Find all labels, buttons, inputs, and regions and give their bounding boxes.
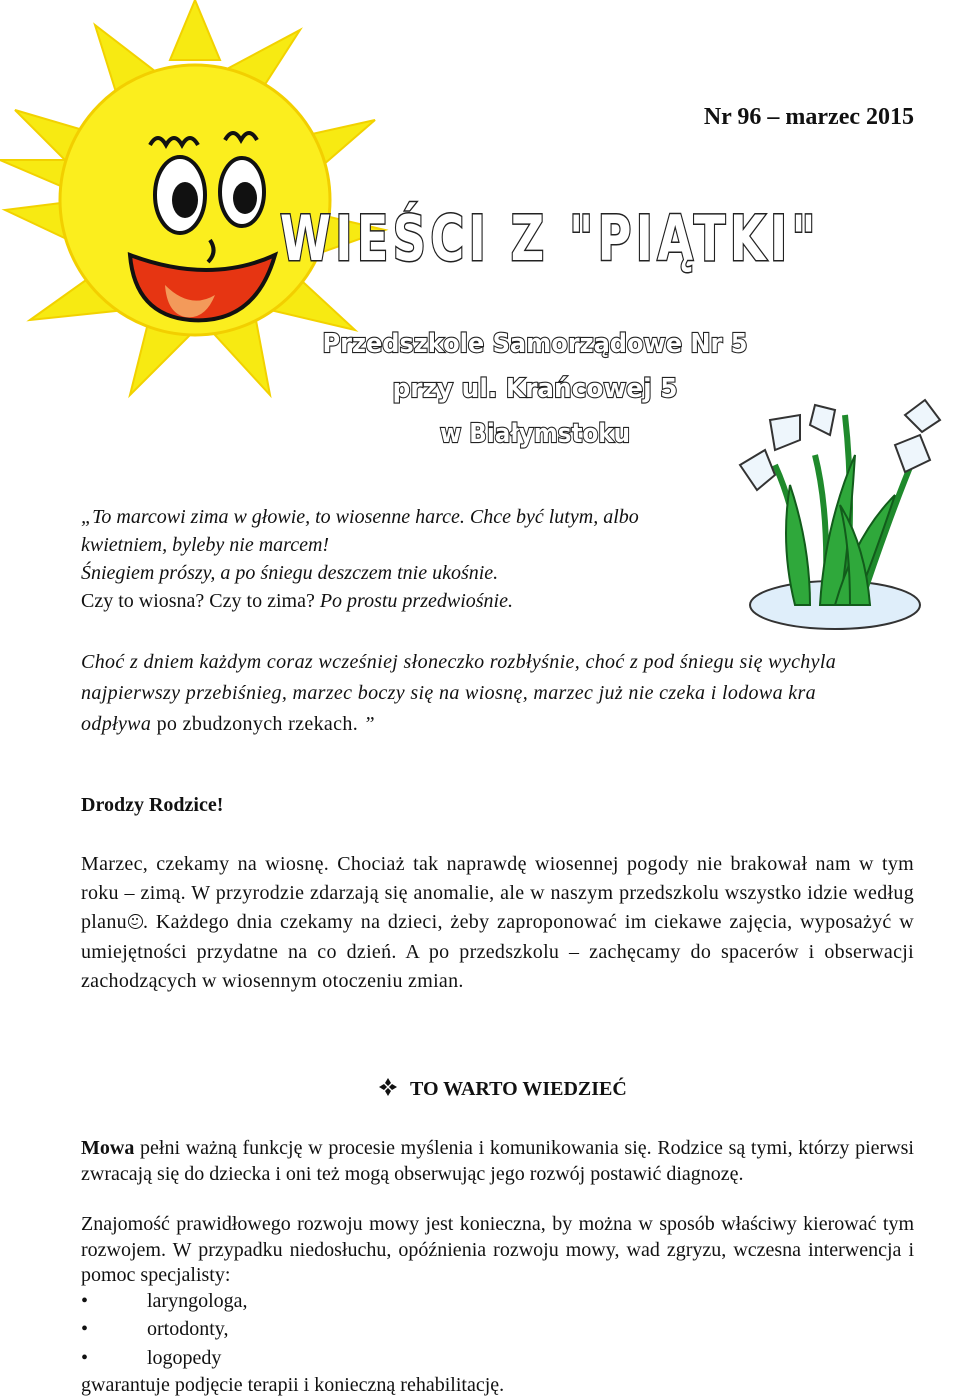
svg-text:w Białymstoku: w Białymstoku [440, 419, 630, 449]
speech-keyword: Mowa [81, 1137, 135, 1159]
quote-line: Śniegiem prószy, a po śniegu deszczem tnie ukośnie. [81, 562, 499, 584]
quote-line-upright: Czy to wiosna? Czy to zima? [81, 590, 315, 612]
quote-line-italic: Po prostu przedwiośnie. [314, 590, 513, 612]
newsletter-title [250, 190, 850, 280]
issue-number: Nr 96 – marzec 2015 [703, 104, 914, 130]
quote-line: kwietniem, byleby nie marcem! [81, 534, 330, 556]
closing-line: gwarantuje podjęcie terapii i konieczną rehabilitację. [81, 1374, 505, 1396]
specialist-list [81, 1290, 581, 1375]
quote-line [81, 587, 721, 615]
section-title: TO WARTO WIEDZIEĆ [410, 1078, 627, 1100]
svg-text:WIEŚCI Z "PIĄTKI": WIEŚCI Z "PIĄTKI" [280, 202, 820, 275]
intro-part2: . Każdego dnia czekamy na dzieci, żeby zaproponować im ciekawe zajęcia, wyposażyć w umiejętności przydatne na co dzień. A po przedszkolu – zachęcamy do spacerów i obserwacji zachodzących w wiosennym otoczeniu zmian. [81, 911, 914, 992]
knowledge-paragraph: Znajomość prawidłowego rozwoju mowy jest konieczna, by można w sposób właściwy kierować tym rozwojem. W przypadku niedosłuchu, opóźnienia rozwoju mowy, wad zgryzu, wczesna interwencja i pomoc specjalisty: [81, 1213, 914, 1286]
list-item [81, 1347, 581, 1375]
school-address [300, 320, 770, 460]
quote-line [81, 709, 881, 740]
quote-line: Choć z dniem każdym coraz wcześniej słoneczko rozbłyśnie, choć z pod śniegu się wychyla [81, 651, 837, 673]
list-item-text: ortodonty, [147, 1318, 229, 1341]
quote-close-mark: ” [358, 713, 375, 735]
quote-upright-text: po zbudzonych rzekach. [151, 713, 359, 735]
bullet-icon: • [81, 1318, 89, 1341]
list-item [81, 1318, 581, 1346]
speech-paragraph [81, 1136, 914, 1187]
speech-text: pełni ważną funkcję w procesie myślenia i komunikowania się. Rodzice są tymi, którzy pierwsi zwracają się do dziecka i oni też mogą obserwując jego rozwój postawić diagnozę. [81, 1137, 914, 1185]
quote-italic-word: odpływa [81, 713, 152, 735]
intro-paragraph [81, 850, 914, 996]
svg-text:Przedszkole Samorządowe Nr 5: Przedszkole Samorządowe Nr 5 [322, 329, 748, 359]
quote-block [81, 503, 721, 615]
snowdrop-flower-icon [725, 400, 960, 635]
quote-line: najpierwszy przebiśnieg, marzec boczy się na wiosnę, marzec już nie czeka i lodowa kra [81, 682, 817, 704]
diamond-bullet-icon [378, 1077, 398, 1103]
list-item [81, 1290, 581, 1318]
svg-text:przy ul. Krańcowej 5: przy ul. Krańcowej 5 [392, 374, 678, 404]
list-item-text: logopedy [147, 1346, 222, 1369]
smiley-icon [128, 914, 143, 929]
bullet-icon: • [81, 1290, 89, 1312]
quote-paragraph [81, 647, 881, 740]
greeting: Drodzy Rodzice! [81, 794, 224, 816]
intro-part1: Marzec, czekamy na wiosnę. Chociaż tak naprawdę wiosennej pogody nie brakował nam w tym roku – zimą. W przyrodzie zdarzają się anomalie, ale w naszym przedszkolu wszystko idzie według planu [81, 853, 914, 934]
quote-line: „To marcowi zima w głowie, to wiosenne harce. Chce być lutym, albo [81, 506, 639, 528]
list-item-text: laryngologa, [147, 1290, 248, 1312]
bullet-icon: • [81, 1346, 89, 1369]
section-heading [378, 1077, 627, 1103]
